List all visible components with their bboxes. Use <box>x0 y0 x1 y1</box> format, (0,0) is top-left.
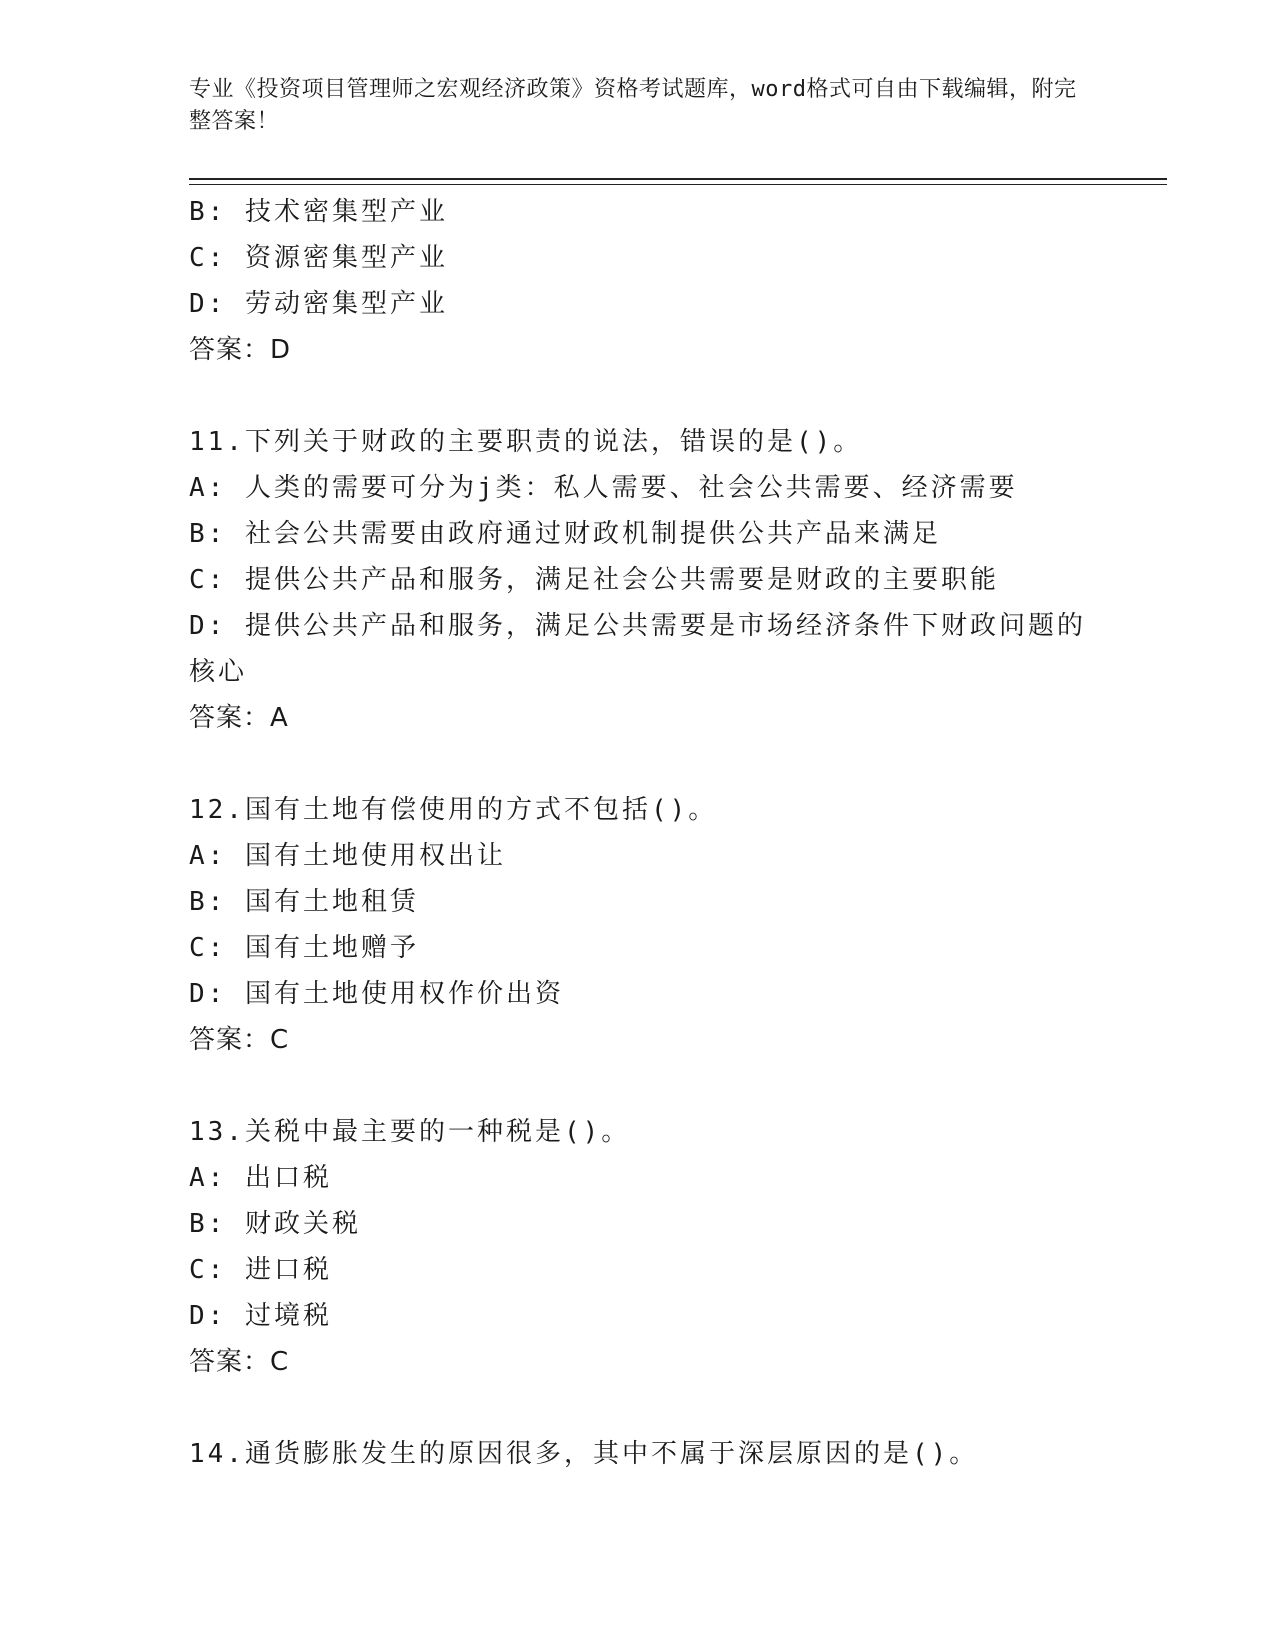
answer: 答案：C <box>189 1025 290 1055</box>
option-c: C: 提供公共产品和服务，满足社会公共需要是财政的主要职能 <box>189 565 999 595</box>
answer: 答案：D <box>189 335 292 365</box>
question-stem: 14.通货膨胀发生的原因很多，其中不属于深层原因的是()。 <box>189 1439 979 1469</box>
question-stem: 12.国有土地有偿使用的方式不包括()。 <box>189 795 718 825</box>
header-divider <box>189 178 1167 180</box>
option-b: B: 国有土地租赁 <box>189 887 419 917</box>
option-b: B: 技术密集型产业 <box>189 197 448 227</box>
spacer <box>189 1063 1089 1109</box>
question-14 <box>189 1431 1089 1477</box>
question-list <box>189 189 1089 1477</box>
option-d: D: 国有土地使用权作价出资 <box>189 979 564 1009</box>
document-header: 专业《投资项目管理师之宏观经济政策》资格考试题库，word格式可自由下载编辑，附完整答案！ <box>189 77 1077 134</box>
option-a: A: 出口税 <box>189 1163 332 1193</box>
question-12 <box>189 787 1089 1063</box>
option-d: D: 过境税 <box>189 1301 332 1331</box>
option-d: D: 提供公共产品和服务，满足公共需要是市场经济条件下财政问题的核心 <box>189 611 1086 687</box>
spacer <box>189 741 1089 787</box>
spacer <box>189 373 1089 419</box>
question-stem: 11.下列关于财政的主要职责的说法，错误的是()。 <box>189 427 863 457</box>
option-c: C: 进口税 <box>189 1255 332 1285</box>
question-11 <box>189 419 1089 741</box>
option-c: C: 国有土地赠予 <box>189 933 419 963</box>
question-13 <box>189 1109 1089 1385</box>
answer: 答案：C <box>189 1347 290 1377</box>
option-c: C: 资源密集型产业 <box>189 243 448 273</box>
question-10-tail <box>189 189 1089 373</box>
option-b: B: 财政关税 <box>189 1209 361 1239</box>
header-divider-thin <box>189 184 1167 185</box>
spacer <box>189 1385 1089 1431</box>
answer: 答案：A <box>189 703 289 733</box>
option-a: A: 人类的需要可分为j类：私人需要、社会公共需要、经济需要 <box>189 473 1018 503</box>
option-a: A: 国有土地使用权出让 <box>189 841 506 871</box>
option-d: D: 劳动密集型产业 <box>189 289 448 319</box>
option-b: B: 社会公共需要由政府通过财政机制提供公共产品来满足 <box>189 519 941 549</box>
question-stem: 13.关税中最主要的一种税是()。 <box>189 1117 631 1147</box>
